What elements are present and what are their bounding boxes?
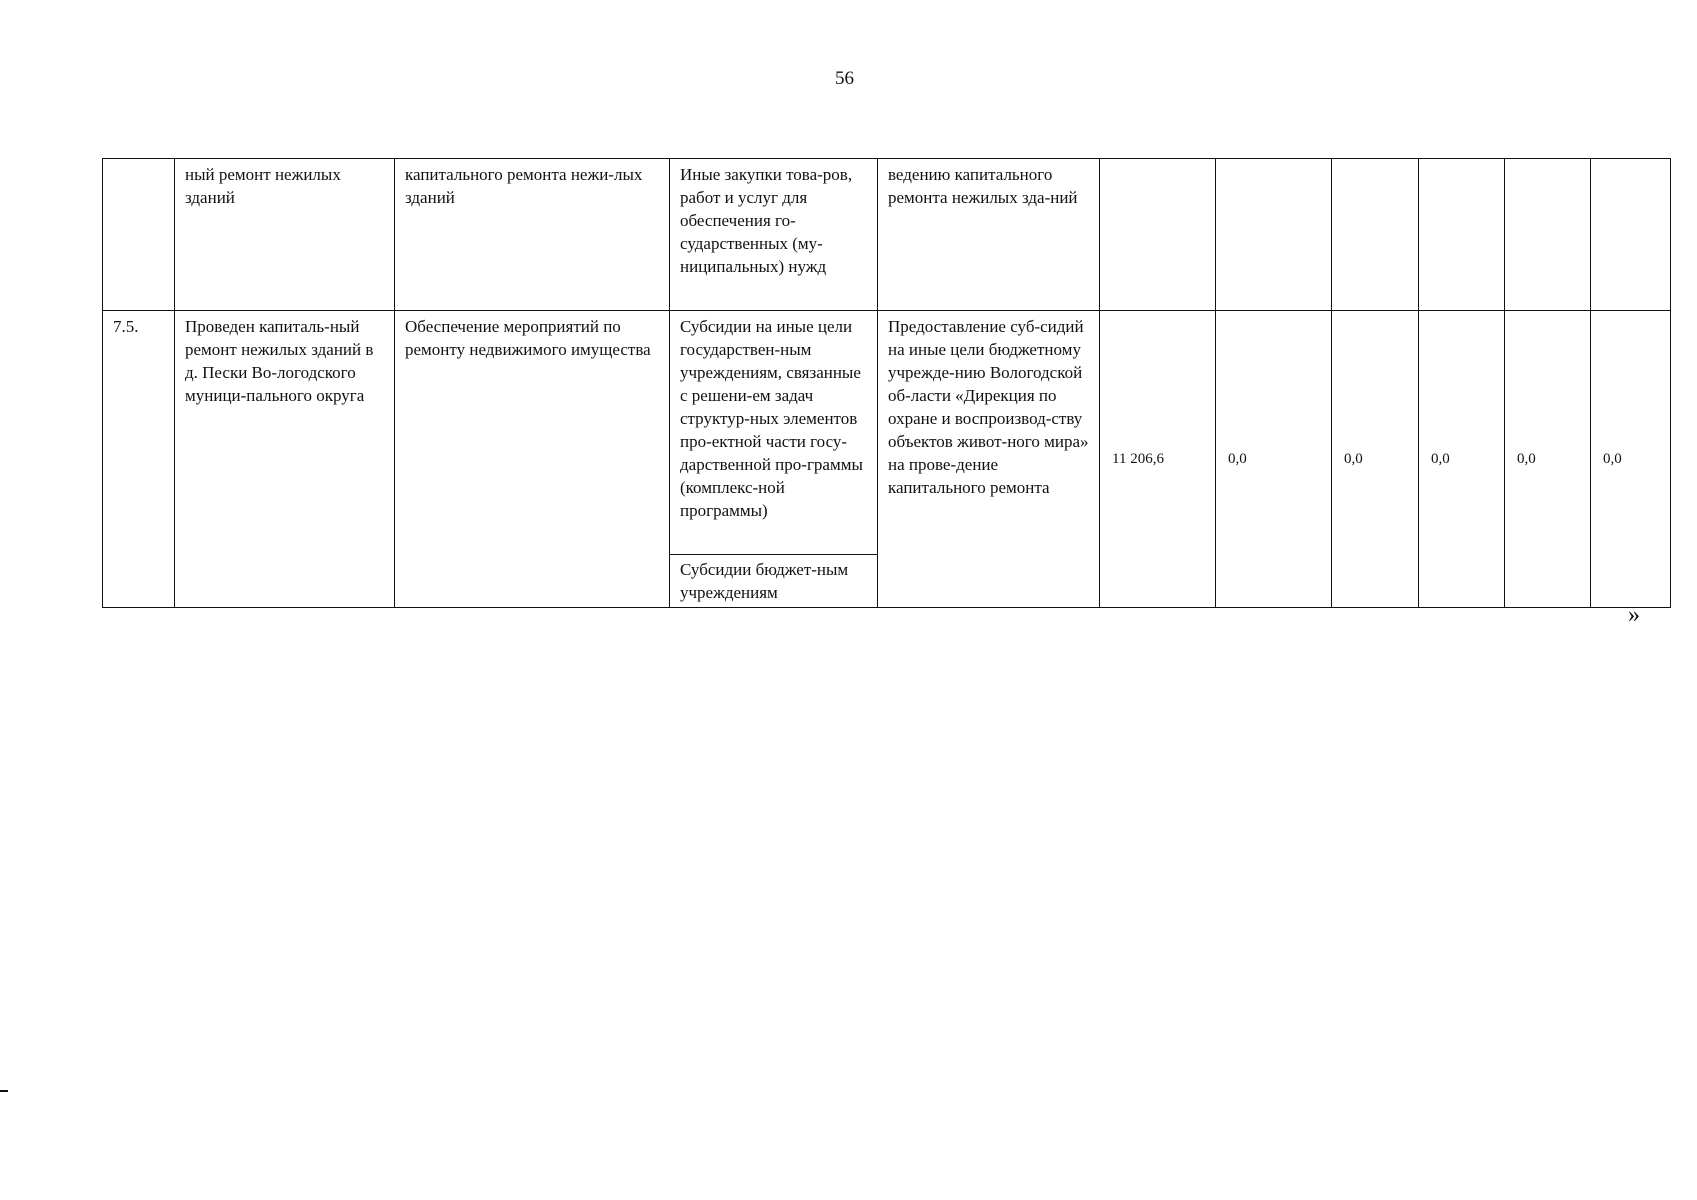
table-row	[103, 311, 1671, 608]
value-cell	[1216, 159, 1332, 311]
value-cell	[1591, 159, 1671, 311]
description-cell: ведению капитального ремонта нежилых зда-ний	[878, 159, 1100, 311]
expense-type-cell: Иные закупки това-ров, работ и услуг для обеспечения го-сударственных (му-ниципальных) нужд	[670, 159, 878, 311]
measure-cell: капитального ремонта нежи-лых зданий	[395, 159, 670, 311]
expense-type-cell	[670, 311, 878, 608]
program-table	[102, 158, 1671, 608]
page-number: 56	[835, 68, 854, 89]
result-cell: Проведен капиталь-ный ремонт нежилых зданий в д. Пески Во-логодского муници-пального округа	[175, 311, 395, 608]
value-cell	[1419, 159, 1505, 311]
result-cell: ный ремонт нежилых зданий	[175, 159, 395, 311]
value-cell: 0,0	[1591, 311, 1671, 608]
value-cell	[1505, 159, 1591, 311]
value-cell: 0,0	[1216, 311, 1332, 608]
table-row	[103, 159, 1671, 311]
expense-type-main: Субсидии на иные цели государствен-ным учреждениям, связанные с решени-ем задач структур-ных элементов про-ектной части госу-дарственной про-граммы (комплекс-ной программы)	[680, 317, 863, 520]
value-cell	[1332, 159, 1419, 311]
expense-type-sub: Субсидии бюджет-ным учреждениям	[670, 554, 877, 607]
row-number: 7.5.	[103, 311, 175, 608]
value-cell: 0,0	[1332, 311, 1419, 608]
margin-mark	[0, 1090, 8, 1092]
description-cell: Предоставление суб-сидий на иные цели бюджетному учрежде-нию Вологодской об-ласти «Дирекция по охране и воспроизвод-ству объектов живот-ного мира» на прове-дение капитального ремонта	[878, 311, 1100, 608]
value-cell	[1100, 159, 1216, 311]
value-cell: 0,0	[1505, 311, 1591, 608]
row-number	[103, 159, 175, 311]
value-cell: 11 206,6	[1100, 311, 1216, 608]
closing-quote: »	[1628, 602, 1640, 628]
measure-cell: Обеспечение мероприятий по ремонту недвижимого имущества	[395, 311, 670, 608]
value-cell: 0,0	[1419, 311, 1505, 608]
